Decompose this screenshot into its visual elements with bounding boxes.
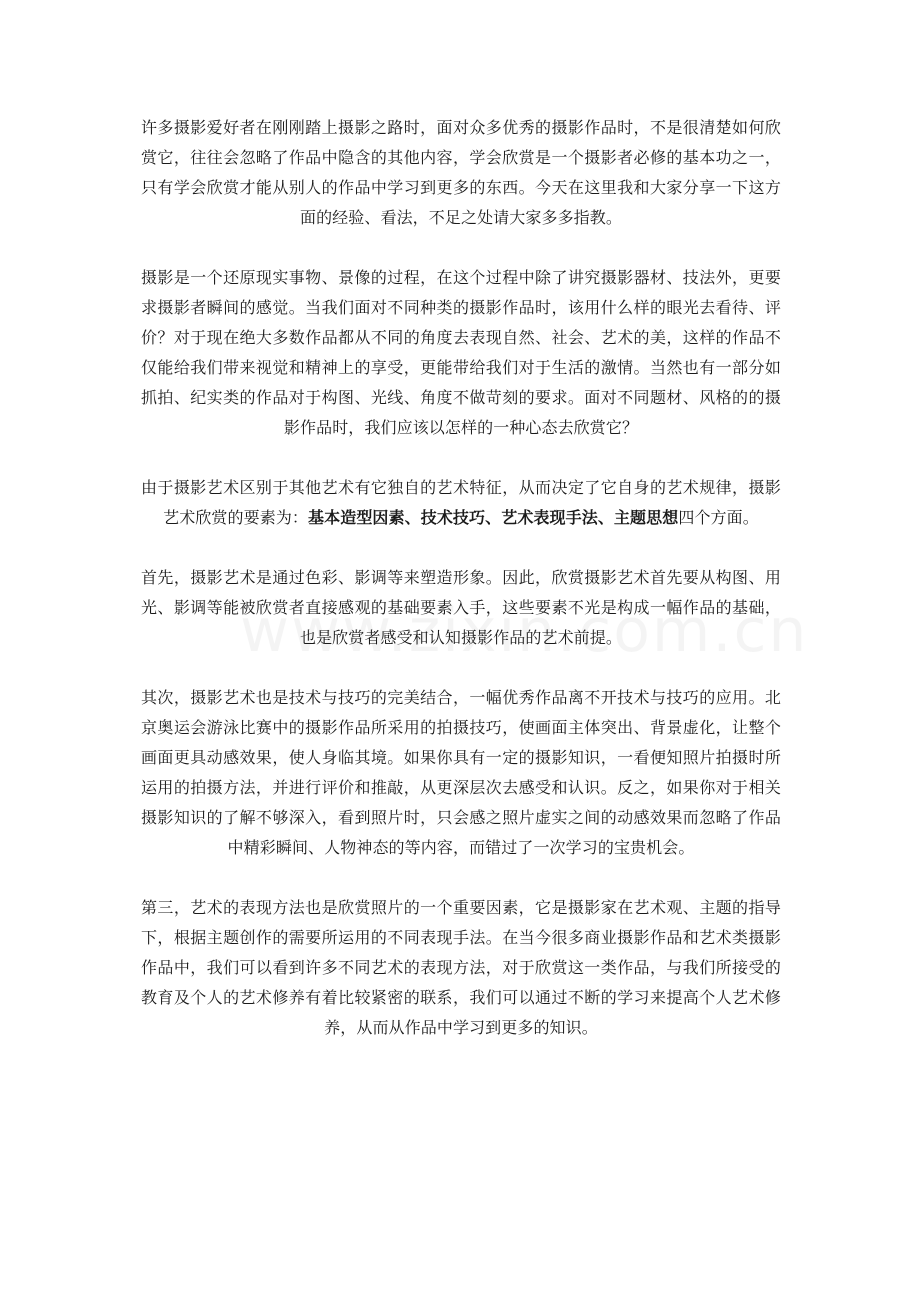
paragraph-second-point: 其次，摄影艺术也是技术与技巧的完美结合，一幅优秀作品离不开技术与技巧的应用。北京奥运会游泳比赛中的摄影作品所采用的拍摄技巧，使画面主体突出、背景虚化，让整个画面更具动感效果，使人身临其境。如果你具有一定的摄影知识，一看便知照片拍摄时所运用的拍摄方法，并进行评价和推敲，从更深层次去感受和认识。反之，如果你对于相关摄影知识的了解不够深入，看到照片时，只会感之照片虚实之间的动感效果而忽略了作品中精彩瞬间、人物神态的等内容，而错过了一次学习的宝贵机会。: [141, 688, 781, 857]
paragraph-elements-emphasis: 基本造型因素、技术技巧、艺术表现手法、主题思想: [308, 508, 679, 527]
paragraph-elements-prefix: 由于摄影艺术区别于其他艺术有它独自的艺术特征，从而决定了它自身的艺术规律，摄影艺术欣赏的要素为：: [141, 478, 781, 527]
paragraph-elements-suffix: 四个方面。: [678, 508, 759, 527]
paragraph-appreciation-elements: [141, 473, 781, 533]
article-body: [141, 113, 781, 1073]
paragraph-third-point: 第三，艺术的表现方法也是欣赏照片的一个重要因素，它是摄影家在艺术观、主题的指导下，根据主题创作的需要所运用的不同表现手法。在当今很多商业摄影作品和艺术类摄影作品中，我们可以看到许多不同艺术的表现方法，对于欣赏这一类作品，与我们所接受的教育及个人的艺术修养有着比较紧密的联系，我们可以通过不断的学习来提高个人艺术修养，从而从作品中学习到更多的知识。: [141, 898, 781, 1037]
paragraph-photography-definition: 摄影是一个还原现实事物、景像的过程，在这个过程中除了讲究摄影器材、技法外，更要求摄影者瞬间的感觉。当我们面对不同种类的摄影作品时，该用什么样的眼光去看待、评价？对于现在绝大多数作品都从不同的角度去表现自然、社会、艺术的美，这样的作品不仅能给我们带来视觉和精神上的享受，更能带给我们对于生活的激情。当然也有一部分如抓拍、纪实类的作品对于构图、光线、角度不做苛刻的要求。面对不同题材、风格的的摄影作品时，我们应该以怎样的一种心态去欣赏它？: [141, 268, 781, 437]
paragraph-first-point: 首先，摄影艺术是通过色彩、影调等来塑造形象。因此，欣赏摄影艺术首先要从构图、用光、影调等能被欣赏者直接感观的基础要素入手，这些要素不光是构成一幅作品的基础，也是欣赏者感受和认知摄影作品的艺术前提。: [141, 568, 781, 647]
paragraph-intro: 许多摄影爱好者在刚刚踏上摄影之路时，面对众多优秀的摄影作品时，不是很清楚如何欣赏它，往往会忽略了作品中隐含的其他内容，学会欣赏是一个摄影者必修的基本功之一，只有学会欣赏才能从别人的作品中学习到更多的东西。今天在这里我和大家分享一下这方面的经验、看法，不足之处请大家多多指教。: [141, 118, 781, 227]
